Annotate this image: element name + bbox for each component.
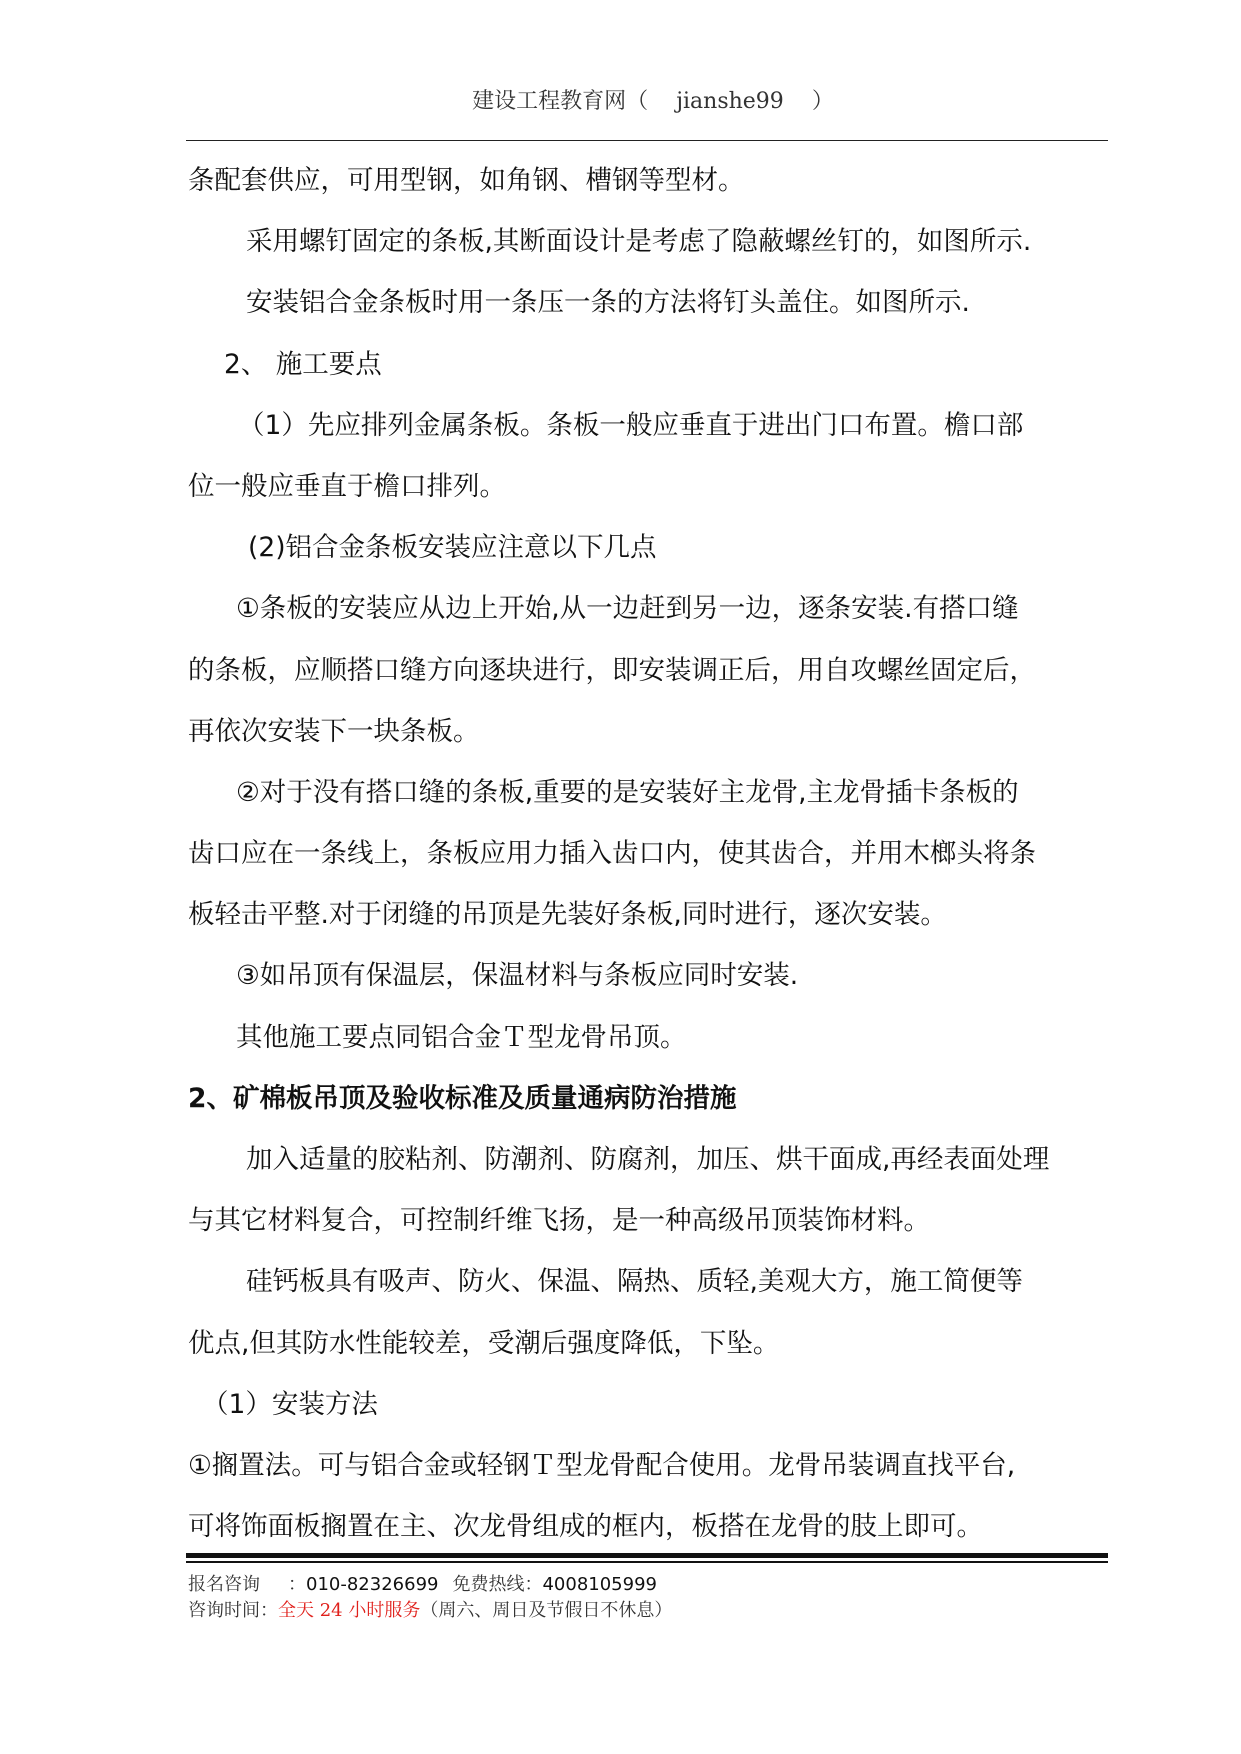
footer-divider-thin (186, 1561, 1108, 1563)
section-heading: 2、 施工要点 (224, 348, 382, 380)
header-prefix: 建设工程教育网（ (472, 89, 649, 114)
document-body (188, 150, 1148, 1557)
paragraph-line: ②对于没有搭口缝的条板,重要的是安装好主龙骨,主龙骨插卡条板的 (236, 776, 1019, 808)
paragraph-line: 其他施工要点同铝合金Ｔ型龙骨吊顶。 (236, 1021, 687, 1053)
header-site[interactable]: jianshe99 (676, 89, 784, 114)
header-divider (186, 140, 1108, 141)
paragraph-line: 与其它材料复合，可控制纤维飞扬，是一种高级吊顶装饰材料。 (188, 1205, 930, 1237)
page-footer (188, 1572, 672, 1624)
paragraph-line: 齿口应在一条线上，条板应用力插入齿口内，使其齿合，并用木榔头将条 (188, 838, 1036, 870)
footer-divider-thick (186, 1553, 1108, 1558)
paragraph-line: 采用螺钉固定的条板,其断面设计是考虑了隐蔽螺丝钉的，如图所示. (246, 226, 1032, 258)
paragraph-line: ①搁置法。可与铝合金或轻钢Ｔ型龙骨配合使用。龙骨吊装调直找平台, (188, 1449, 1016, 1481)
paragraph-line: ①条板的安装应从边上开始,从一边赶到另一边，逐条安装.有搭口缝 (236, 593, 1019, 625)
footer-colon: ： (288, 1574, 306, 1595)
footer-hotline[interactable]: 4008105999 (542, 1574, 657, 1595)
paragraph-line: 条配套供应，可用型钢，如角钢、槽钢等型材。 (188, 165, 745, 196)
footer-phone[interactable]: 010-82326699 (306, 1574, 439, 1595)
paragraph-line: 板轻击平整.对于闭缝的吊顶是先装好条板,同时进行，逐次安装。 (188, 899, 947, 931)
footer-contact-row (188, 1572, 672, 1598)
footer-note: （周六、周日及节假日不休息） (420, 1600, 673, 1621)
paragraph-line: 硅钙板具有吸声、防火、保温、隔热、质轻,美观大方，施工简便等 (246, 1266, 1023, 1298)
paragraph-line: 加入适量的胶粘剂、防潮剂、防腐剂，加压、烘干面成,再经表面处理 (246, 1144, 1050, 1175)
footer-hotline-label: 免费热线： (452, 1574, 543, 1595)
paragraph-line: 位一般应垂直于檐口排列。 (188, 470, 506, 502)
paragraph-line: （1）先应排列金属条板。条板一般应垂直于进出门口布置。檐口部 (238, 409, 1024, 441)
footer-hours-row (188, 1598, 672, 1624)
subsection-heading: （1）安装方法 (202, 1388, 378, 1420)
paragraph-line: 的条板，应顺搭口缝方向逐块进行，即安装调正后，用自攻螺丝固定后， (188, 654, 1036, 686)
footer-label-hours: 咨询时间： (188, 1600, 278, 1621)
paragraph-line: 再依次安装下一块条板。 (188, 715, 480, 747)
paragraph-line: ③如吊顶有保温层，保温材料与条板应同时安装. (236, 960, 799, 992)
paragraph-line: 优点,但其防水性能较差，受潮后强度降低，下坠。 (188, 1327, 780, 1359)
footer-label-enroll: 报名咨询 (188, 1574, 260, 1595)
paragraph-line: 可将饰面板搁置在主、次龙骨组成的框内，板搭在龙骨的肢上即可。 (188, 1511, 983, 1543)
page-header (188, 84, 1118, 124)
paragraph-line: 安装铝合金条板时用一条压一条的方法将钉头盖住。如图所示. (246, 287, 970, 319)
header-suffix: ） (811, 89, 834, 114)
section-heading-bold: 2、矿棉板吊顶及验收标准及质量通病防治措施 (188, 1082, 737, 1114)
subsection-heading: (2)铝合金条板安装应注意以下几点 (248, 532, 657, 564)
footer-service-hours: 全天 24 小时服务 (278, 1600, 421, 1621)
